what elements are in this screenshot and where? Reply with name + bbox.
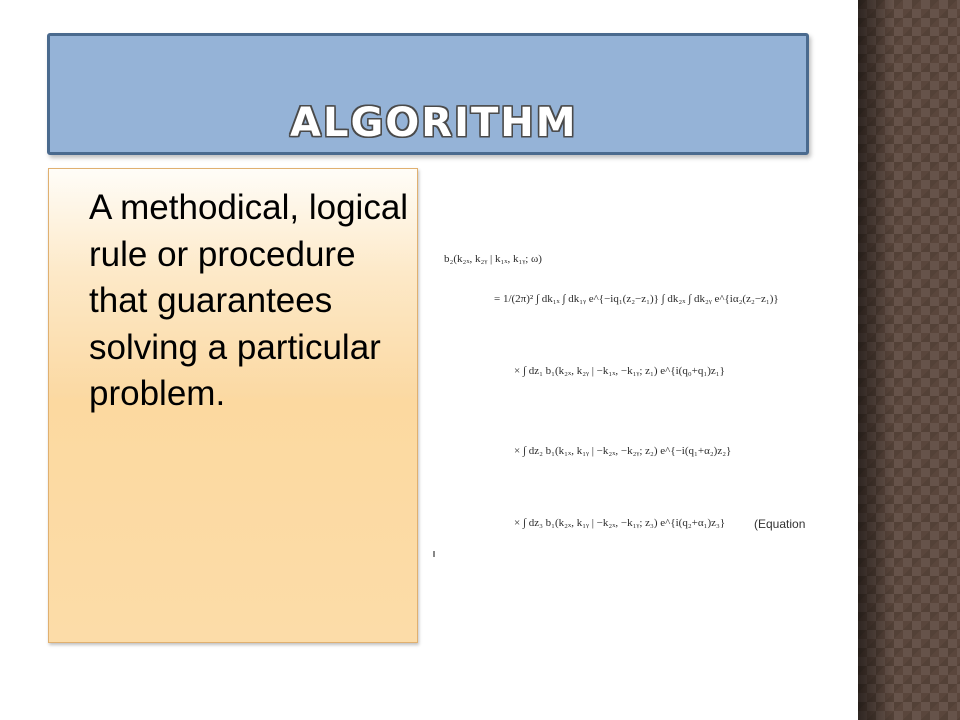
definition-box [48, 168, 418, 643]
equation-image [430, 245, 820, 565]
definition-text: A methodical, logical rule or procedure that guarantees solving a particular problem. [89, 188, 409, 413]
stray-mark [433, 551, 435, 557]
equation-line-1: = 1/(2π)² ∫ dk₁ₓ ∫ dk₁ᵧ e^{−iq₁(z₂−z₁)} ∫ dk₂ₓ ∫ dk₂ᵧ e^{iα₂(z₂−z₁)} [494, 293, 779, 305]
equation-line-2: × ∫ dz₁ b₁(k₂ₓ, k₂ᵧ | −k₁ₓ, −k₁ᵧ; z₁) e^{i(q₀+q₁)z₁} [514, 365, 725, 377]
equation-line-3: × ∫ dz₂ b₁(k₁ₓ, k₁ᵧ | −k₂ₓ, −k₂ᵧ; z₂) e^{−i(q₁+α₂)z₂} [514, 445, 732, 457]
equation-line-4: × ∫ dz₃ b₁(k₂ₓ, k₁ᵧ | −k₂ₓ, −k₁ᵧ; z₃) e^{i(q₂+α₁)z₃} [514, 517, 726, 529]
slide-title: ALGORITHM [290, 100, 578, 146]
title-banner [47, 33, 809, 155]
equation-tag: (Equation [754, 517, 806, 531]
equation-lhs: b₂(k₂ₓ, k₂ᵧ | k₁ₓ, k₁ᵧ; ω) [444, 253, 542, 265]
decorative-side-strip [858, 0, 960, 720]
